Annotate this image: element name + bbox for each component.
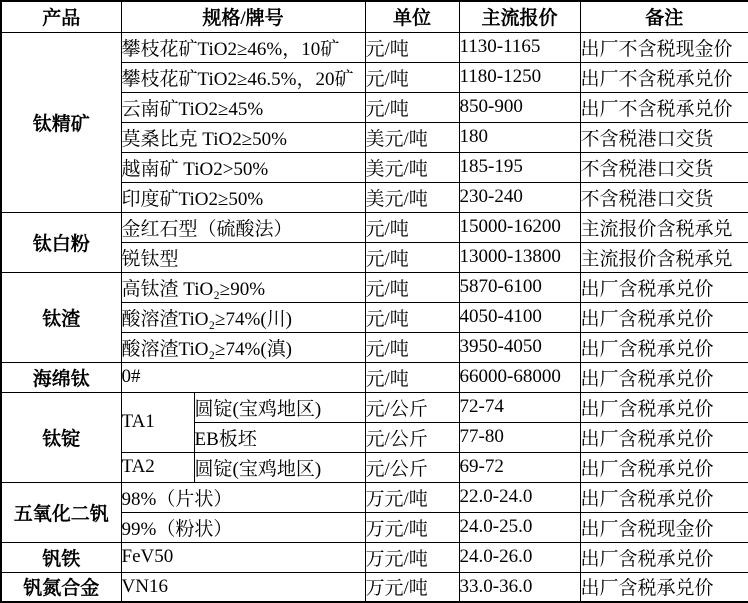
product-cell: 钛白粉 [1,212,121,272]
spec-cell: 攀枝花矿TiO2≥46.5%，20矿 [121,62,365,92]
unit-cell: 元/吨 [365,302,459,332]
unit-cell: 元/公斤 [365,422,459,452]
price-cell: 1180-1250 [459,62,580,92]
unit-cell: 元/吨 [365,362,459,392]
unit-cell: 元/吨 [365,242,459,272]
price-cell: 22.0-24.0 [459,482,580,512]
spec-cell: 圆锭(宝鸡地区) [194,392,365,422]
product-cell: 海绵钛 [1,362,121,392]
table-row [1,272,748,302]
price-cell: 72-74 [459,392,580,422]
unit-cell: 万元/吨 [365,512,459,542]
spec-cell: 金红石型（硫酸法） [121,212,365,242]
note-cell: 不含税港口交货 [580,182,748,212]
spec-cell: FeV50 [121,542,365,572]
price-cell: 180 [459,122,580,152]
table-body [1,32,748,602]
note-cell: 出厂含税承兑价 [580,332,748,362]
price-cell: 15000-16200 [459,212,580,242]
product-cell: 钒铁 [1,542,121,572]
spec-cell: 高钛渣 TiO₂≥90% [121,272,365,302]
product-cell: 五氧化二钒 [1,482,121,542]
spec-cell: 98%（片状） [121,482,365,512]
table-row [1,572,748,602]
col-header-spec: 规格/牌号 [121,1,365,32]
spec-cell: VN16 [121,572,365,602]
unit-cell: 元/吨 [365,62,459,92]
price-cell: 13000-13800 [459,242,580,272]
col-header-unit: 单位 [365,1,459,32]
price-cell: 77-80 [459,422,580,452]
price-cell: 66000-68000 [459,362,580,392]
table-row [1,362,748,392]
note-cell: 出厂不含税承兑价 [580,92,748,122]
note-cell: 出厂含税承兑价 [580,542,748,572]
spec-cell: 印度矿TiO2≥50% [121,182,365,212]
unit-cell: 美元/吨 [365,122,459,152]
spec-cell: 攀枝花矿TiO2≥46%，10矿 [121,32,365,62]
price-cell: 33.0-36.0 [459,572,580,602]
table-row [1,392,748,422]
price-cell: 4050-4100 [459,302,580,332]
note-cell: 不含税港口交货 [580,122,748,152]
unit-cell: 万元/吨 [365,482,459,512]
price-cell: 230-240 [459,182,580,212]
table-row [1,482,748,512]
spec-cell: 0# [121,362,365,392]
unit-cell: 元/吨 [365,32,459,62]
note-cell: 出厂含税承兑价 [580,422,748,452]
unit-cell: 美元/吨 [365,182,459,212]
table-header-row [1,1,748,32]
col-header-price: 主流报价 [459,1,580,32]
grade-cell: TA2 [121,452,194,482]
unit-cell: 美元/吨 [365,152,459,182]
price-cell: 5870-6100 [459,272,580,302]
note-cell: 出厂含税承兑价 [580,302,748,332]
note-cell: 出厂含税承兑价 [580,392,748,422]
spec-cell: 锐钛型 [121,242,365,272]
price-cell: 24.0-25.0 [459,512,580,542]
note-cell: 出厂含税承兑价 [580,272,748,302]
spec-cell: 云南矿TiO2≥45% [121,92,365,122]
unit-cell: 元/吨 [365,272,459,302]
spec-cell: 酸溶渣TiO₂≥74%(滇) [121,332,365,362]
note-cell: 出厂含税承兑价 [580,482,748,512]
unit-cell: 万元/吨 [365,572,459,602]
product-cell: 钒氮合金 [1,572,121,602]
note-cell: 主流报价含税承兑 [580,242,748,272]
table-row [1,542,748,572]
spec-cell: 99%（粉状） [121,512,365,542]
table-row [1,32,748,62]
note-cell: 出厂含税现金价 [580,512,748,542]
unit-cell: 万元/吨 [365,542,459,572]
product-cell: 钛锭 [1,392,121,482]
price-cell: 185-195 [459,152,580,182]
price-cell: 850-900 [459,92,580,122]
unit-cell: 元/公斤 [365,392,459,422]
price-cell: 24.0-26.0 [459,542,580,572]
product-cell: 钛渣 [1,272,121,362]
note-cell: 出厂不含税现金价 [580,32,748,62]
unit-cell: 元/吨 [365,332,459,362]
note-cell: 出厂含税承兑价 [580,362,748,392]
col-header-product: 产品 [1,1,121,32]
unit-cell: 元/吨 [365,92,459,122]
price-cell: 69-72 [459,452,580,482]
note-cell: 出厂含税承兑价 [580,452,748,482]
col-header-note: 备注 [580,1,748,32]
note-cell: 出厂不含税承兑价 [580,62,748,92]
spec-cell: 圆锭(宝鸡地区) [194,452,365,482]
note-cell: 主流报价含税承兑 [580,212,748,242]
note-cell: 不含税港口交货 [580,152,748,182]
note-cell: 出厂含税承兑价 [580,572,748,602]
unit-cell: 元/吨 [365,212,459,242]
table-row [1,212,748,242]
price-cell: 1130-1165 [459,32,580,62]
spec-cell: 越南矿 TiO2>50% [121,152,365,182]
spec-cell: EB板坯 [194,422,365,452]
spec-cell: 酸溶渣TiO₂≥74%(川) [121,302,365,332]
grade-cell: TA1 [121,392,194,452]
unit-cell: 元/公斤 [365,452,459,482]
price-cell: 3950-4050 [459,332,580,362]
product-cell: 钛精矿 [1,32,121,212]
spec-cell: 莫桑比克 TiO2≥50% [121,122,365,152]
